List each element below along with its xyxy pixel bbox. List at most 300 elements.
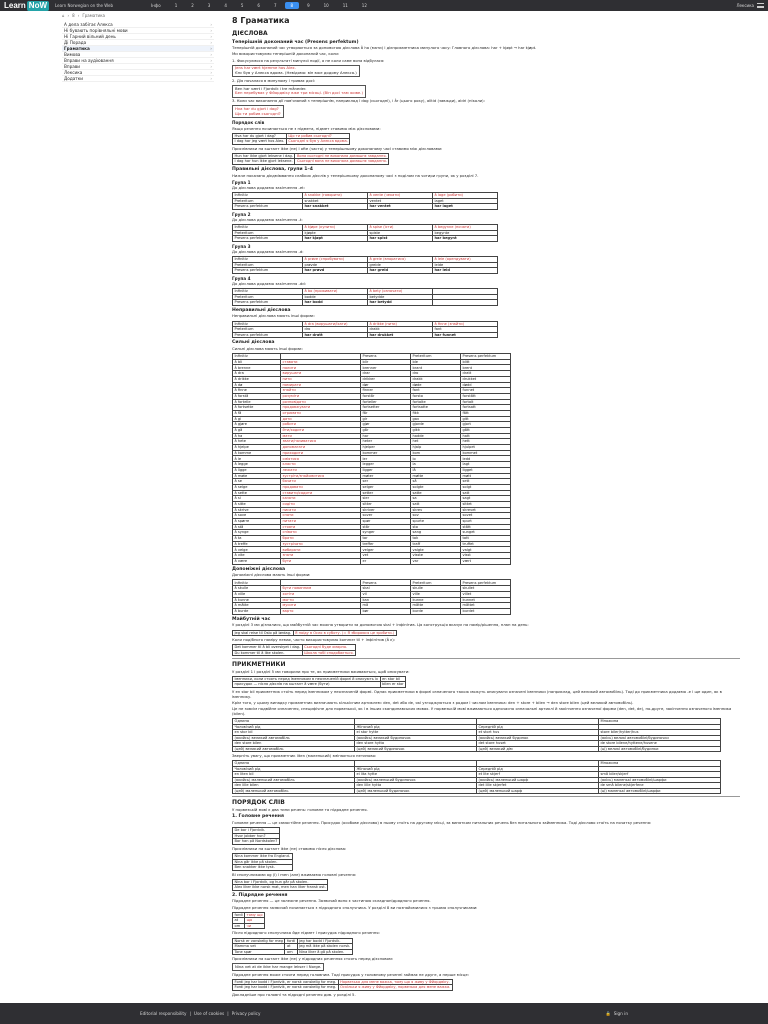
table-cell: å vente (чекати) bbox=[368, 193, 433, 198]
table-cell: skriver bbox=[361, 507, 411, 513]
table-cell: (ці) маленькі автомобілі/шарфи bbox=[599, 788, 721, 793]
table-cell: la bbox=[411, 462, 461, 468]
table-cell: розуміти bbox=[281, 393, 361, 399]
tab-chapter-1[interactable]: 1 bbox=[174, 3, 178, 8]
table-cell: звати/називатися bbox=[281, 439, 361, 445]
tab-chapter-2[interactable]: 2 bbox=[191, 3, 194, 8]
breadcrumb bbox=[62, 13, 214, 18]
table-cell: å brenne bbox=[233, 365, 281, 371]
table-cell: spiste bbox=[368, 230, 433, 235]
table-cell: den store bilen bbox=[233, 741, 355, 746]
table-cell: å komme bbox=[233, 450, 281, 456]
tab-chapter-10[interactable]: 10 bbox=[323, 3, 329, 8]
table-cell: продовжувати bbox=[281, 405, 361, 411]
table-cell: приходити bbox=[281, 450, 361, 456]
table-cell: hadde bbox=[411, 433, 461, 439]
table-cell: ser bbox=[361, 479, 411, 485]
sub-clause-table bbox=[232, 938, 353, 955]
table-cell: å kjøpe (купити) bbox=[303, 225, 368, 230]
table-cell: помирати bbox=[281, 382, 361, 388]
logo-badge: NoW bbox=[28, 0, 48, 10]
sidebar-item-label: А дела забігає Алекса bbox=[64, 21, 113, 27]
table-cell: satt bbox=[411, 501, 461, 507]
table-cell: (якийсь) маленький будиночок bbox=[355, 777, 477, 782]
table-cell: хотіти bbox=[281, 591, 361, 597]
table-cell: små biler/skjerf bbox=[599, 772, 721, 777]
table-cell: Infinitiv bbox=[233, 289, 303, 294]
example-ua: Бен перебуває у Фйордвіку вже три місяці. (Він досі там живе.) bbox=[235, 90, 363, 96]
table-cell: betydde bbox=[368, 294, 433, 299]
table-cell: ventet bbox=[368, 198, 433, 203]
table-cell: (якийсь) маленький шарф bbox=[477, 777, 599, 782]
use-3: 3. Коли час виконання дії пов'язаний з теперішнім, наприклад і dag (сьогодні), i år (цього року), alltid (завжди), aldri (ніколи): bbox=[232, 98, 485, 104]
table-cell: å spørre bbox=[233, 519, 281, 525]
table-cell: skrev bbox=[411, 507, 461, 513]
sub-clause-heading: 2. Підрядне речення bbox=[232, 892, 288, 898]
table-cell: Det kommer til å bli overskyet i dag. bbox=[234, 645, 301, 650]
logo[interactable] bbox=[4, 1, 49, 11]
group-note: До дієслова додаємо закінчення -t: bbox=[232, 217, 303, 223]
table-cell: sang bbox=[411, 530, 461, 536]
table-cell: спати bbox=[281, 513, 361, 519]
conjunction-examples bbox=[232, 879, 328, 891]
table-cell: tok bbox=[411, 536, 461, 542]
table-cell: vært bbox=[461, 558, 511, 564]
sidebar-menu bbox=[62, 22, 214, 82]
table-cell: et stort hus bbox=[477, 730, 599, 735]
irregular-heading: Неправильні дієслова bbox=[232, 307, 291, 313]
table-row bbox=[233, 236, 498, 241]
table-cell: de små bilene/skjerfene bbox=[599, 783, 721, 788]
table-cell: іменники, коли стоять перед іменником в неозначеній формі й описують їх bbox=[234, 677, 379, 681]
table-cell: Preteritum bbox=[233, 198, 303, 203]
table-cell: burde bbox=[411, 608, 461, 614]
table-cell: har ventet bbox=[368, 204, 433, 209]
tab-chapter-8[interactable]: 8 bbox=[285, 2, 300, 9]
table-cell: å si bbox=[233, 496, 281, 502]
tab-chapter-3[interactable]: 3 bbox=[207, 3, 211, 8]
table-cell: kommer bbox=[361, 450, 411, 456]
table-cell: å fortelle bbox=[233, 399, 281, 405]
table-row bbox=[233, 682, 406, 687]
future-text-2: Коли подібного наміру немає, часто використовуємо kommer til + інфінітив (å є): bbox=[232, 637, 396, 643]
table-cell: fortsatt bbox=[461, 405, 511, 411]
page-title: 8 Граматика bbox=[232, 16, 290, 25]
table-cell: det lille skjerfet bbox=[477, 783, 599, 788]
verb-groups bbox=[232, 180, 740, 306]
table-cell: har bodd bbox=[303, 300, 368, 305]
table-cell: å synge bbox=[233, 530, 281, 536]
table-header-cell: Presens perfektum bbox=[461, 354, 511, 360]
table-cell: sagt bbox=[461, 496, 511, 502]
table-cell: зустрічати bbox=[281, 541, 361, 547]
tab-chapter-9[interactable]: 9 bbox=[307, 3, 310, 8]
table-cell: Сьогодні вона не виконала домашнє завдання. bbox=[296, 159, 387, 164]
table-cell: ligget bbox=[461, 467, 511, 473]
table-cell: (якийсь) великий автомобіль bbox=[233, 735, 355, 740]
table-cell: het bbox=[411, 439, 461, 445]
table-cell: skrevet bbox=[461, 507, 511, 513]
table-cell: Fordi jeg har bodd i Fjordvik, er norsk vanskelig for meg. bbox=[234, 979, 337, 984]
sign-in-label: Sign in bbox=[613, 1010, 628, 1016]
tab-chapter-6[interactable]: 6 bbox=[257, 3, 260, 8]
table-cell: fant bbox=[411, 388, 461, 394]
table-cell: drikker bbox=[361, 376, 411, 382]
breadcrumb-item[interactable]: › bbox=[77, 13, 80, 18]
breadcrumb-item[interactable]: 8 bbox=[72, 13, 75, 18]
table-cell: співати bbox=[281, 530, 361, 536]
table-row bbox=[233, 938, 353, 943]
chevron-right-icon: › bbox=[210, 75, 212, 81]
table-cell: å legge bbox=[233, 462, 281, 468]
table-cell: Preteritum bbox=[233, 262, 303, 267]
table-cell: å treffe bbox=[233, 541, 281, 547]
table-cell: fant bbox=[433, 327, 498, 332]
table-cell: Норвезька для мене важка, тому що я живу у Фйордвіку. bbox=[338, 979, 452, 984]
table-cell: Hun har ikke gjort leksene i dag. bbox=[234, 154, 293, 158]
table-row bbox=[233, 985, 453, 990]
sidebar-item-label: Додатки bbox=[64, 75, 83, 81]
table-cell: drar bbox=[361, 371, 411, 377]
language-menu[interactable] bbox=[736, 3, 764, 8]
table-cell: å sove bbox=[233, 513, 281, 519]
sidebar-item-label: Ні бувають порівняльні мови bbox=[64, 27, 128, 33]
table-cell: Множина bbox=[599, 719, 721, 724]
table-cell: har begynt bbox=[433, 236, 498, 241]
table-cell: розповідати bbox=[281, 399, 361, 405]
table-cell: ставити/садити bbox=[281, 490, 361, 496]
table-cell: forstått bbox=[461, 393, 511, 399]
sign-in-link[interactable] bbox=[605, 1011, 628, 1016]
table-cell: hatt bbox=[461, 433, 511, 439]
table-cell: sittet bbox=[461, 501, 511, 507]
table-cell: står bbox=[361, 524, 411, 530]
irregular-table bbox=[232, 321, 498, 338]
table-cell: har drukket bbox=[368, 332, 433, 337]
table-cell: dro bbox=[411, 371, 461, 377]
sub-clause-text: Підрядне речення — це залежне речення. Зазвичай воно є частиною складнопідрядного речення. bbox=[232, 898, 431, 904]
table-cell: Hva har du gjort i dag? bbox=[233, 133, 287, 138]
table-cell: lo bbox=[411, 456, 461, 462]
table-cell: treffer bbox=[361, 541, 411, 547]
negation-text: Прислівники на кшталт ikke (не) і ofte (часто) у теперішньому доконаному часі ставимо між дієсловами: bbox=[232, 145, 443, 151]
table-cell: en stor bil bbox=[233, 730, 355, 735]
section-word-order-heading: ПОРЯДОК СЛІВ bbox=[232, 799, 285, 807]
tab-chapter-12[interactable]: 12 bbox=[361, 3, 367, 8]
table-cell: velger bbox=[361, 547, 411, 553]
sidebar-item-label: Граматика bbox=[64, 45, 90, 51]
footer-separator: | bbox=[189, 1010, 191, 1016]
table-cell: gjorde bbox=[411, 422, 461, 428]
table-cell: могти bbox=[281, 597, 361, 603]
table-cell: solgte bbox=[411, 484, 461, 490]
table-cell: (якийсь) великий будиночок bbox=[355, 735, 477, 740]
footer-separator: | bbox=[227, 1010, 229, 1016]
table-cell: fortalte bbox=[411, 399, 461, 405]
table-cell: den store hytta bbox=[355, 741, 477, 746]
table-cell: Що ти робив сьогодні? bbox=[286, 133, 349, 138]
table-cell: bilen er stor bbox=[382, 682, 404, 687]
tab-chapter-4[interactable]: 4 bbox=[224, 3, 227, 8]
table-cell: Ben snakker ikke tysk. bbox=[233, 865, 293, 870]
table-cell: hjalp bbox=[411, 445, 461, 451]
table-cell: begynte bbox=[433, 230, 498, 235]
tab-chapter-11[interactable]: 11 bbox=[342, 3, 348, 8]
table-cell: at bbox=[285, 944, 297, 949]
table-cell: йти/ходити bbox=[281, 428, 361, 434]
table-cell: å hete bbox=[233, 439, 281, 445]
table-cell: вибирати bbox=[281, 547, 361, 553]
table-cell: gav bbox=[411, 416, 461, 422]
strong-heading: Сильні дієслова bbox=[232, 340, 275, 346]
tab-chapter-5[interactable]: 5 bbox=[240, 3, 244, 8]
adj-text-4: Це не зовсім подвійне означення, специфічне для норвезької, як і в інших скандинавських мовах. У норвезькій мові вживаються одночасно означальні артиклі й закінчення означеної форми (den, det, de), по-друге, закінчення означеного іменника (bilen). bbox=[232, 706, 732, 716]
table-cell: har greid bbox=[368, 268, 433, 273]
table-cell: Tone spør bbox=[233, 949, 285, 954]
tab-chapter-0[interactable]: Інфо bbox=[151, 3, 161, 8]
table-cell: å bli bbox=[233, 359, 281, 365]
table-cell: visst bbox=[461, 553, 511, 559]
table-row bbox=[233, 159, 389, 164]
table-row bbox=[233, 332, 498, 337]
table-cell: ei lita hytte bbox=[355, 772, 477, 777]
table-cell: kunne bbox=[411, 597, 461, 603]
table-cell: дати bbox=[281, 416, 361, 422]
example-no: Hva har du gjort i dag? bbox=[235, 105, 279, 111]
table-cell: сміятися bbox=[281, 456, 361, 462]
sub-clause-text-4: Прислівники на кшталт ikke (не) у підрядних реченнях стоять перед дієсловом: bbox=[232, 956, 394, 962]
table-cell: знайти bbox=[281, 388, 361, 394]
table-cell: hjelper bbox=[361, 445, 411, 451]
adjective-table bbox=[232, 718, 721, 752]
table-cell: å begynne (почати) bbox=[433, 225, 498, 230]
group-heading: Група 3 bbox=[232, 243, 251, 249]
table-cell: å stå bbox=[233, 524, 281, 530]
perfect-intro: Теперішній доконаний час утворюється за допомогою дієслова å ha (мати) і дієприкметника минулого часу: Гловного дієслова: har + kjøpt → har kjøpt. bbox=[232, 45, 537, 51]
footer-link[interactable]: Use of cookies bbox=[193, 1010, 225, 1016]
table-cell: Norsk er vanskelig for meg bbox=[234, 938, 283, 943]
table-cell: Nina kommer ikke fra England. bbox=[234, 854, 290, 859]
main-clause-text-2: Прислівники на кшталт ikke (не) ставимо після дієслова: bbox=[232, 845, 347, 851]
table-cell: мусити bbox=[281, 603, 361, 609]
table-cell: en stor bil bbox=[380, 677, 406, 682]
table-cell: Я поїду в Осло в суботу. (= Я збираюся це зробити.) bbox=[295, 630, 395, 635]
footer-links bbox=[140, 1011, 260, 1016]
table-cell: Чоловічий рід bbox=[233, 766, 355, 771]
table-cell: бачити bbox=[281, 479, 361, 485]
table-row bbox=[233, 912, 265, 917]
table-header-cell: Infinitiv bbox=[233, 580, 281, 586]
table-row bbox=[233, 650, 356, 655]
table-cell: å prøve (спробувати) bbox=[303, 257, 368, 262]
modal-verbs-table bbox=[232, 579, 511, 614]
table-row bbox=[233, 300, 498, 305]
table-cell: sov bbox=[411, 513, 461, 519]
table-cell: kom bbox=[411, 450, 461, 456]
table-cell: tar bbox=[361, 536, 411, 542]
table-cell: Presens perfektum bbox=[233, 300, 303, 305]
table-cell: har prøvd bbox=[303, 268, 368, 273]
adj-text-2: У en stor bil прикметник стоїть перед іменником у неозначеній формі. Однак прикметники в формі означеного також можуть описувати означені іменники (наприклад, цей великий автомобіль). Тоді до прикметника додаємо -e і ще один, як в іменнику. bbox=[232, 688, 722, 699]
section-adjectives-heading: ПРИКМЕТНИКИ bbox=[232, 661, 286, 669]
table-cell: legger bbox=[361, 462, 411, 468]
table-cell: å leie (орендувати) bbox=[433, 257, 498, 262]
table-cell: (цей) маленький будиночок bbox=[355, 788, 477, 793]
table-cell: spurte bbox=[411, 519, 461, 525]
table-cell: sa bbox=[411, 496, 461, 502]
sidebar-item-label: Лексика bbox=[64, 69, 83, 75]
group-heading: Група 1 bbox=[232, 179, 251, 185]
table-cell: hett bbox=[461, 439, 511, 445]
table-cell: den lille hytta bbox=[355, 783, 477, 788]
table-cell: å måtte bbox=[233, 603, 281, 609]
sidebar-item[interactable] bbox=[62, 76, 214, 82]
strong-verbs-table bbox=[232, 353, 511, 564]
table-cell: присудок — після дієслів на кшталт å være (бути) bbox=[233, 682, 381, 687]
table-cell: å ville bbox=[233, 591, 281, 597]
table-cell: fortalt bbox=[461, 399, 511, 405]
table-cell: (якісь) маленькі автомобілі/шарфи bbox=[599, 777, 721, 782]
table-row bbox=[233, 979, 453, 984]
table-cell: продавати bbox=[281, 484, 361, 490]
table-cell: brenner bbox=[361, 365, 411, 371]
table-cell: forsto bbox=[411, 393, 461, 399]
table-cell: burdet bbox=[461, 608, 511, 614]
example-box bbox=[232, 105, 284, 117]
table-cell: Вона сьогодні не виконала домашнє завдання. bbox=[295, 154, 389, 159]
table-cell: fortsetter bbox=[361, 405, 411, 411]
table-cell: kjøpte bbox=[303, 230, 368, 235]
table-cell: har spist bbox=[368, 236, 433, 241]
table-cell: forteller bbox=[361, 399, 411, 405]
table-cell: Infinitiv bbox=[233, 321, 303, 326]
table-cell: ble bbox=[411, 359, 461, 365]
table-cell: Preteritum bbox=[233, 294, 303, 299]
table-cell: Fordi jeg har bodd i Fjordvik, er norsk vanskelig for meg. bbox=[234, 985, 337, 990]
table-cell: har snakket bbox=[303, 204, 368, 209]
chevron-right-icon: › bbox=[210, 51, 212, 57]
table-row bbox=[233, 558, 511, 564]
table-cell: prøvde bbox=[303, 262, 368, 267]
table-cell: stått bbox=[461, 524, 511, 530]
example-no: Jens har vært hjemme hos Alex. bbox=[235, 65, 296, 71]
table-cell: робити bbox=[281, 422, 361, 428]
divider bbox=[232, 796, 740, 797]
table-cell: sto bbox=[411, 524, 461, 530]
language-label: Лексика bbox=[736, 3, 754, 8]
table-cell: har leid bbox=[433, 268, 498, 273]
sidebar bbox=[62, 13, 214, 82]
table-cell: satte bbox=[411, 490, 461, 496]
table-cell: зустріти/знайомитися bbox=[281, 473, 361, 479]
table-cell: så bbox=[411, 479, 461, 485]
table-cell: greide bbox=[368, 262, 433, 267]
table-cell: blir bbox=[361, 359, 411, 365]
table-cell: Чоловічий рід bbox=[233, 724, 355, 729]
menu-icon[interactable] bbox=[757, 3, 764, 8]
table-cell: казати bbox=[281, 496, 361, 502]
table-cell: палити bbox=[281, 365, 361, 371]
table-cell: bør bbox=[361, 608, 411, 614]
table-cell: бути bbox=[281, 558, 361, 564]
table-row bbox=[233, 865, 293, 870]
table-cell: å drikke (пити) bbox=[368, 321, 433, 326]
table-cell: å gi bbox=[233, 416, 281, 422]
tab-chapter-7[interactable]: 7 bbox=[273, 3, 277, 8]
table-cell: å finne bbox=[233, 388, 281, 394]
table-cell: lagt bbox=[461, 462, 511, 468]
table-cell: (цей) великий дім bbox=[477, 746, 599, 751]
table-cell: hjulpet bbox=[461, 445, 511, 451]
table-header-cell: Preteritum bbox=[411, 580, 461, 586]
table-cell: Однина bbox=[233, 719, 355, 724]
table-cell: (цей) великий автомобіль bbox=[233, 746, 355, 751]
table-cell: пити bbox=[281, 376, 361, 382]
table-cell: fordi bbox=[234, 912, 243, 917]
breadcrumb-item[interactable]: › bbox=[67, 13, 70, 18]
table-cell: blitt bbox=[461, 359, 511, 365]
table-row bbox=[233, 608, 511, 614]
footer-link[interactable]: Editorial responsibility bbox=[140, 1010, 187, 1016]
table-cell: sunget bbox=[461, 530, 511, 536]
adj-note: Зверніть увагу, що прикметник liten (маленький) змінюється нетипово: bbox=[232, 753, 377, 759]
table-cell: ei stor hytte bbox=[355, 730, 477, 735]
future-example bbox=[232, 630, 397, 636]
table-cell: å finne (знайти) bbox=[433, 321, 498, 326]
table-cell: satt bbox=[461, 490, 511, 496]
sidebar-item-label: Ні Гарний вільний день bbox=[64, 33, 116, 39]
table-cell: heter bbox=[361, 439, 411, 445]
group-note: До дієслова додаємо закінчення -d: bbox=[232, 249, 304, 255]
table-cell: skulle bbox=[411, 586, 461, 592]
table-cell: traff bbox=[411, 541, 461, 547]
lock-icon: 🔒 bbox=[605, 1010, 611, 1016]
table-cell: Alex liker ikke norsk mat, men han liker fransk ost. bbox=[234, 885, 326, 890]
modal-heading: Допоміжні дієслова bbox=[232, 566, 286, 572]
table-cell: Infinitiv bbox=[233, 225, 303, 230]
table-cell: å dø bbox=[233, 382, 281, 388]
example-ua: Єнс був у Алекса вдома. (Невідомо: він вже додому Алекса.) bbox=[235, 70, 357, 76]
word-order-heading: Порядок слів bbox=[232, 120, 265, 126]
footer-link[interactable]: Privacy policy bbox=[231, 1010, 261, 1016]
table-cell: å le bbox=[233, 456, 281, 462]
table-cell: har funnet bbox=[433, 332, 498, 337]
table-cell: har laget bbox=[433, 204, 498, 209]
table-cell: Школа тобі сподобається. bbox=[304, 650, 354, 655]
group-table bbox=[232, 256, 498, 273]
adjective-use-table bbox=[232, 676, 406, 688]
table-cell: (якийсь) великий будинок bbox=[477, 735, 599, 740]
table-cell: (ці) великі автомобілі/будинки bbox=[599, 746, 721, 751]
use-1: 1. Фокусуємося на результаті минулої події, а не коли саме вона відбулася: bbox=[232, 57, 385, 63]
chapter-tabs bbox=[145, 2, 373, 9]
table-cell: laget bbox=[433, 198, 498, 203]
breadcrumb-item[interactable]: ⌂ bbox=[62, 13, 65, 18]
table-cell: å gjøre bbox=[233, 422, 281, 428]
table-cell: leide bbox=[433, 262, 498, 267]
table-cell: dør bbox=[361, 382, 411, 388]
table-cell: døde bbox=[411, 382, 461, 388]
breadcrumb-item[interactable]: Граматика bbox=[82, 13, 106, 18]
table-cell: kommet bbox=[461, 450, 511, 456]
table-cell: ставати bbox=[281, 359, 361, 365]
table-row bbox=[233, 923, 265, 928]
table-cell: å ligge bbox=[233, 467, 281, 473]
group-table bbox=[232, 288, 498, 305]
table-cell: de store bilene/hyttene/husene bbox=[599, 741, 721, 746]
table-cell: har bbox=[361, 433, 411, 439]
table-cell: Множина bbox=[599, 761, 721, 766]
